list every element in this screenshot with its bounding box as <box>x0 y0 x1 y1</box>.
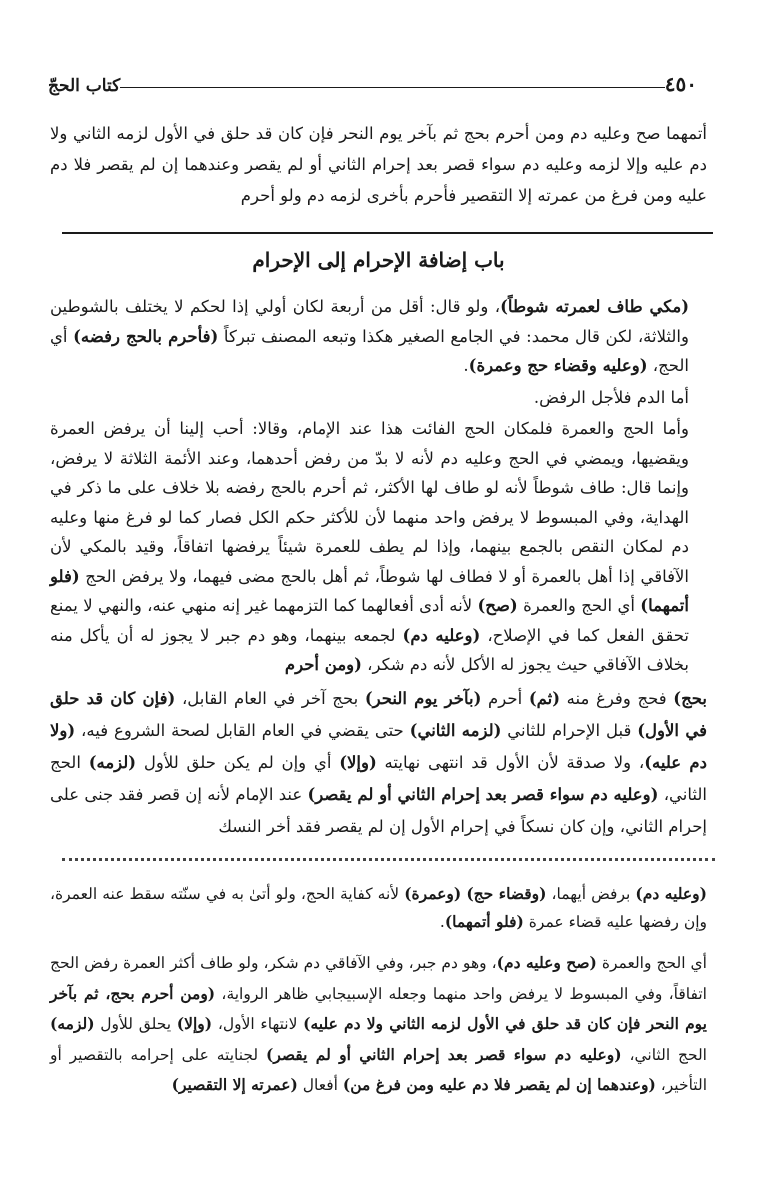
bold-quote: (عمرته إلا التقصير) <box>171 1075 298 1094</box>
footnote-paragraph <box>50 948 707 1101</box>
commentary-text: أحرم <box>481 689 529 708</box>
bold-quote: (لزمه) <box>88 753 137 772</box>
footnote-text: الحج الثاني، <box>621 1045 707 1064</box>
commentary-paragraph-1 <box>50 292 707 381</box>
bold-quote: (لزمه) <box>50 1014 95 1033</box>
commentary-text: عند الإمام لأنه إن قصر فقد جنى على إحرام الثاني، وإن كان نسكاً في إحرام الأول إن لم يقصر فقد أخر النسك <box>50 785 707 836</box>
bold-quote: (ولا دم عليه) <box>50 721 707 772</box>
commentary-text: أي وإن لم يكن حلق للأول <box>136 753 340 772</box>
bold-quote: (وعندهما إن لم يقصر فلا دم عليه ومن فرغ من) <box>342 1075 656 1094</box>
bold-quote: (وإلا) <box>339 753 377 772</box>
bold-quote: (فأحرم بالحج رفضه) <box>73 326 219 346</box>
running-header <box>40 62 707 96</box>
footnote-text: يحلق للأول <box>94 1015 177 1033</box>
commentary-text: قبل الإحرام للثاني <box>501 721 638 740</box>
commentary-paragraph-2: أما الدم فلأجل الرفض. <box>533 387 689 407</box>
bold-quote: (وعليه دم سواء قصر بعد إحرام الثاني أو لم يقصر) <box>307 785 659 804</box>
footnote-text: . <box>439 913 445 931</box>
commentary-text: ، ولو قال: أقل من أربعة لكان أولي إذا لحكم لا يختلف بالشوطين والثلاثة، لكن قال محمد: في الجامع الصغير هكذا وتبعه المصنف تبركاً <box>50 297 689 346</box>
commentary-text: حتى يقضي في العام القابل لصحة الشروع فيه، <box>75 721 410 740</box>
commentary-text: أي الحج والعمرة <box>517 596 641 615</box>
footnote-text: لجنايته على إحرامه بالتقصير أو التأخير، <box>50 1045 707 1094</box>
bold-quote: (مكي طاف لعمرته شوطاً) <box>500 297 689 316</box>
commentary-paragraph-3 <box>50 414 707 680</box>
bold-quote: (وعليه وقضاء حج وعمرة) <box>468 356 648 375</box>
footnote-block-1 <box>50 880 707 936</box>
bold-quote: (وعليه دم سواء قصر بعد إحرام الثاني أو لم يقصر) <box>265 1044 622 1064</box>
chapter-title: باب إضافة الإحرام إلى الإحرام <box>252 248 505 272</box>
footnote-text: أفعال <box>297 1076 343 1094</box>
commentary-text: ، ولا صدقة لأن الأول قد انتهى نهايته <box>376 753 645 772</box>
page-number: ٤٥٠ <box>664 72 697 96</box>
footnote-text: برفض أيهما، <box>546 885 636 903</box>
commentary-paragraph-4 <box>50 683 707 843</box>
commentary-block <box>50 292 707 680</box>
bold-quote: (وعمرة) <box>404 884 462 903</box>
bold-quote: (صح) <box>477 596 518 615</box>
bold-quote: (وعليه دم) <box>402 625 481 645</box>
bold-quote: (فلو أتمهما) <box>444 912 524 931</box>
commentary-text: لجمعه بينهما، وهو دم جبر لا يجوز له أن يأكل منه بخلاف الآفاقي حيث يجوز له الأكل لأنه دم شكر، <box>50 625 689 674</box>
dotted-separator <box>62 858 715 861</box>
commentary-text: وأما الحج والعمرة فلمكان الحج الفائت هذا عند الإمام، وقالا: أحب إلينا أن يرفض العمرة ويقضيها، ويمضي في الحج وعليه دم لأنه لا بدّ من رفض أحدهما، وعند الأئمة الثلاثة لا يرفض، وإنما قال: طاف شوطاً لأنه لو طاف لها الأكثر، ثم أحرم بالحج رفضه بلا خلاف على ما ذكر في الهداية، وفي المبسوط لا يرفض واحد منهما لأن للأكثر حكم الكل فصار كما لو فرغ منها وعليه دم لمكان النقص بالجمع بينهما، وإذا لم يطف للعمرة شيئاً يرفضها اتفاقاً، وقيد بالمكي لأن الآفاقي إذا أهل بالعمرة أو لا فطاف لها شوطاً، ثم أهل بالحج مضى فيهما، ولا يرفض الحج <box>50 419 689 586</box>
section-divider <box>62 232 713 234</box>
bold-quote: (لزمه الثاني) <box>409 721 502 740</box>
bold-quote: (فلو أتمهما) <box>50 566 689 615</box>
header-rule <box>120 87 665 88</box>
bold-quote: (فإن كان قد حلق في الأول) <box>50 689 708 740</box>
commentary-text: الحج الثاني، <box>50 753 707 804</box>
commentary-continued <box>50 683 707 843</box>
bold-quote: (بآخر يوم النحر) <box>364 689 482 708</box>
bold-quote: (وقضاء حج) <box>466 884 547 903</box>
bold-quote: (ومن أحرم <box>284 655 362 674</box>
bold-quote: (ومن أحرم بحج، ثم بآخر يوم النحر فإن كان قد حلق في الأول لزمه الثاني ولا دم عليه) <box>50 983 707 1033</box>
commentary-text: . <box>463 356 469 375</box>
matn-paragraph: أتمهما صح وعليه دم ومن أحرم بحج ثم بآخر يوم النحر فإن كان قد حلق في الأول لزمه الثاني ولا دم عليه وإلا لزمه وعليه دم سواء قصر بعد إحرام الثاني أو لم يقصر وعندهما إن لم يقصر فلا دم عليه ومن فرغ من عمرته إلا التقصير فأحرم بأخرى لزمه دم ولو أحرم <box>50 124 707 205</box>
matn-text <box>50 118 707 211</box>
footnote-paragraph <box>50 880 707 936</box>
footnote-block-2 <box>50 948 707 1101</box>
bold-quote: بحج) <box>673 689 707 708</box>
bold-quote: (ثم) <box>528 689 560 708</box>
commentary-text: بحج آخر في العام القابل، <box>175 689 365 708</box>
footnote-text: ، وهو دم جبر، وفي الآفاقي دم شكر، ولو طاف أكثر العمرة رفض الحج اتفاقاً، وفي المبسوط لا يرفض واحد منهما وجعله الإسبيجابي ظاهر الرواية، <box>50 954 707 1003</box>
footnote-text: لانتهاء الأول، <box>212 1015 304 1033</box>
bold-quote: (وإلا) <box>176 1014 213 1033</box>
bold-quote: (وعليه دم) <box>635 884 707 903</box>
footnote-text: لأنه كفاية الحج، ولو أتىٰ به في سنّته سقط عنه العمرة، وإن رفضها عليه قضاء عمرة <box>50 885 707 931</box>
footnote-text: أي الحج والعمرة <box>596 954 707 972</box>
bold-quote: (صح وعليه دم) <box>496 953 597 972</box>
commentary-text: أي الحج، <box>50 326 689 375</box>
commentary-text: فحج وفرغ منه <box>560 689 674 708</box>
book-title: كتاب الحجّ <box>48 76 121 96</box>
commentary-text: لأنه أدى أفعالهما كما التزمهما غير إنه منهي عنه، والنهي لا يمنع تحقق الفعل كما في الإصلاح، <box>50 596 689 645</box>
